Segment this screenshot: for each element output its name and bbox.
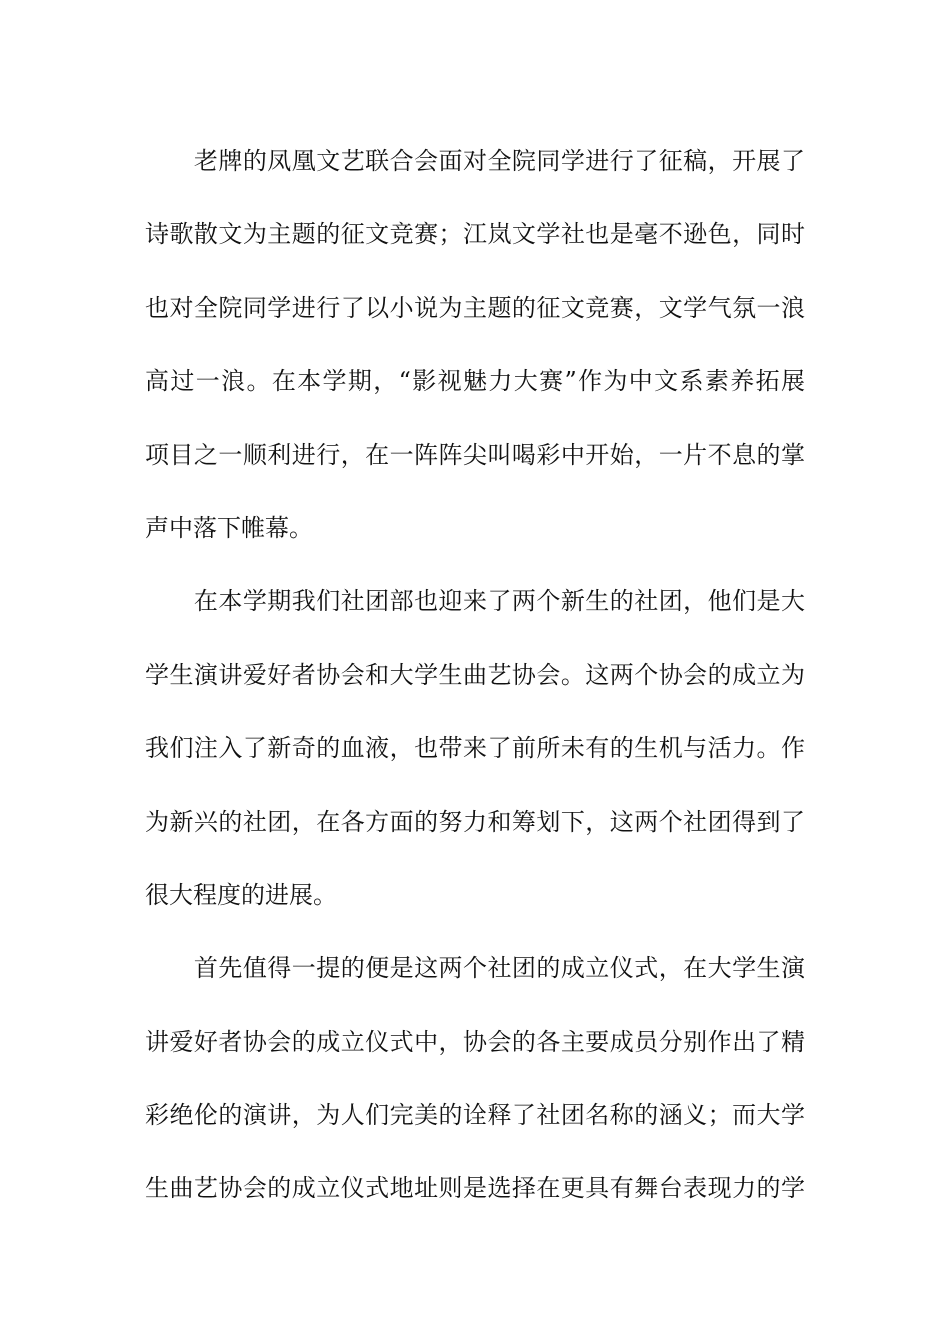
- text-line: 为新兴的社团，在各方面的努力和筹划下，这两个社团得到了: [145, 807, 805, 836]
- text-line: 高过一浪。在本学期，“影视魅力大赛”作为中文系素养拓展: [145, 367, 805, 396]
- text-line: 首先值得一提的便是这两个社团的成立仪式，在大学生演: [145, 954, 805, 983]
- text-line: 生曲艺协会的成立仪式地址则是选择在更具有舞台表现力的学: [145, 1174, 805, 1203]
- text-line: 声中落下帷幕。: [145, 513, 313, 542]
- text-line: 彩绝伦的演讲，为人们完美的诠释了社团名称的涵义；而大学: [145, 1101, 805, 1130]
- text-line: 项目之一顺利进行，在一阵阵尖叫喝彩中开始，一片不息的掌: [145, 440, 805, 469]
- text-line: 老牌的凤凰文艺联合会面对全院同学进行了征稿，开展了: [145, 147, 805, 175]
- text-line: 学生演讲爱好者协会和大学生曲艺协会。这两个协会的成立为: [145, 660, 805, 689]
- text-line: 在本学期我们社团部也迎来了两个新生的社团，他们是大: [145, 587, 805, 616]
- paragraph-1: [145, 125, 805, 565]
- text-line: 我们注入了新奇的血液，也带来了前所未有的生机与活力。作: [145, 734, 805, 763]
- text-line: 很大程度的进展。: [145, 880, 337, 909]
- paragraph-2: [145, 565, 805, 932]
- text-line: 讲爱好者协会的成立仪式中，协会的各主要成员分别作出了精: [145, 1027, 805, 1056]
- document-body: [145, 125, 805, 1226]
- text-line: 也对全院同学进行了以小说为主题的征文竞赛，文学气氛一浪: [145, 293, 805, 322]
- text-line: 诗歌散文为主题的征文竞赛；江岚文学社也是毫不逊色，同时: [145, 220, 805, 249]
- paragraph-3: [145, 932, 805, 1226]
